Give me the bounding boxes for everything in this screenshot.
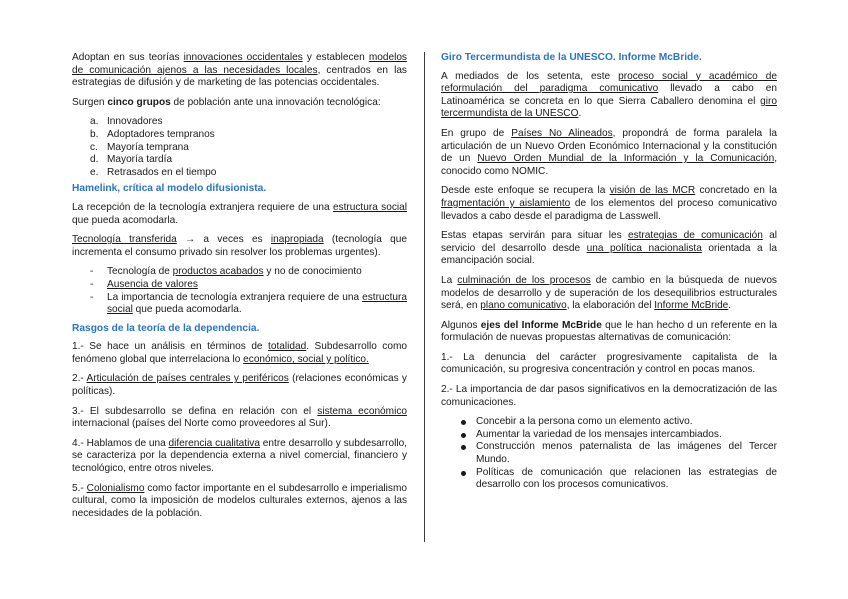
list-item: Aumentar la variedad de los mensajes intercambiados. — [459, 429, 777, 442]
list-item: a. Innovadores — [90, 116, 163, 128]
paragraph-eje-2: 2.- La importancia de dar pasos significativos en la democratización de las comunicaciones. — [441, 384, 777, 408]
paragraph-culminacion: La culminación de los procesos de cambio en la búsqueda de nuevos modelos de desarrollo y de superación de los desequilibrios estructurales será, en plano comunicativo, la elaboración del Informe McBride. — [441, 274, 777, 312]
bullet-icon — [461, 420, 466, 425]
paragraph-rasgo-2: 2.- Articulación de países centrales y periféricos (relaciones económicas y políticas). — [72, 373, 407, 398]
groups-list — [72, 116, 407, 179]
paragraph-vision-mcr: Desde este enfoque se recupera la visión de las MCR concretado en la fragmentación y aislamiento de los elementos del proceso comunicativo llevados a cabo desde el paradigma de Lasswell. — [441, 185, 777, 222]
paragraph-tecnologia-transferida: Tecnología transferida → a veces es inapropiada (tecnología que incrementa el consumo privado sin resolver los problemas urgentes). — [72, 234, 407, 258]
paragraph-ejes-mcbride: Algunos ejes del Informe McBride que le han hecho d un referente en la formulación de nuevas propuestas alternativas de comunicación: — [441, 319, 778, 344]
list-item: Políticas de comunicación que relacionen las estrategias de desarrollo con los procesos comunicativos. — [459, 467, 777, 492]
list-item: b. Adoptadores tempranos — [90, 128, 215, 140]
heading-hamelink: Hamelink, crítica al modelo difusionista. — [72, 183, 267, 195]
paragraph-innovaciones: Adoptan en sus teorías innovaciones occidentales y establecen modelos de comunicación ajenos a las necesidades locales, centrados en las estrategias de difusión y de marketing de las potencias occidentales. — [72, 52, 407, 89]
list-item: Construcción menos paternalista de las imágenes del Tercer Mundo. — [459, 441, 777, 466]
column-divider — [424, 52, 425, 542]
paragraph-recepcion: La recepción de la tecnología extranjera requiere de una estructura social que pueda acomodarla. — [72, 201, 407, 226]
dash-list — [72, 266, 407, 316]
paragraph-estrategias: Estas etapas servirán para situar les estrategias de comunicación al servicio del desarrollo desde una política nacionalista orientada a la emancipación social. — [441, 230, 777, 267]
paragraph-rasgo-1: 1.- Se hace un análisis en términos de totalidad. Subdesarrollo como fenómeno global que interrelaciona lo económico, social y político. — [72, 341, 407, 365]
bullet-list — [441, 416, 777, 492]
list-item: Concebir a la persona como un elemento activo. — [459, 416, 777, 429]
list-item: - Tecnología de productos acabados y no de conocimiento — [90, 266, 362, 278]
left-column — [72, 52, 407, 527]
list-item: c. Mayoría temprana — [90, 141, 189, 153]
list-item: - La importancia de tecnología extranjera requiere de una estructura social que pueda acomodarla. — [90, 291, 407, 316]
list-item: - Ausencia de valores — [90, 278, 198, 290]
heading-rasgos-dependencia: Rasgos de la teoría de la dependencia. — [72, 322, 260, 334]
right-column — [441, 52, 777, 492]
list-item: d. Mayoría tardía — [90, 154, 173, 166]
paragraph-rasgo-4: 4.- Hablamos de una diferencia cualitativa entre desarrollo y subdesarrollo, se caracteriza por la dependencia externa a nivel comercial, financiero y tecnológico, entre otros niveles. — [72, 437, 407, 475]
paragraph-eje-1: 1.- La denuncia del carácter progresivamente capitalista de la comunicación, su progresiva concentración y control en pocas manos. — [441, 351, 777, 376]
bullet-icon — [461, 433, 466, 438]
paragraph-rasgo-5: 5.- Colonialismo como factor importante en el subdesarrollo e imperialismo cultural, como la imposición de modelos culturales externos, ajenos a las necesidades de la población. — [72, 482, 407, 519]
bullet-icon — [461, 471, 466, 476]
paragraph-no-alineados: En grupo de Países No Alineados, propondrá de forma paralela la articulación de un Nuevo Orden Económico Internacional y la constitución de un Nuevo Orden Mundial de la Información y la Comunicación, conocido como NOMIC. — [441, 127, 777, 177]
paragraph-rasgo-3: 3.- El subdesarrollo se defina en relación con el sistema económico internacional (países del Norte como proveedores al Sur). — [72, 405, 407, 430]
list-item: e. Retrasados en el tiempo — [90, 166, 217, 178]
paragraph-mediados-setenta: A mediados de los setenta, este proceso social y académico de reformulación del paradigma comunicativo llevado a cabo en Latinoamérica se concreta en lo que Sierra Caballero denomina el giro tercermundista de la UNESCO. — [441, 70, 777, 120]
paragraph-cinco-grupos: Surgen cinco grupos de población ante una innovación tecnológica: — [72, 96, 381, 108]
arrow-right-icon: → — [185, 234, 196, 246]
heading-giro-tercermundista: Giro Tercermundista de la UNESCO. Informe McBride. — [441, 52, 702, 63]
bullet-icon — [461, 445, 466, 450]
